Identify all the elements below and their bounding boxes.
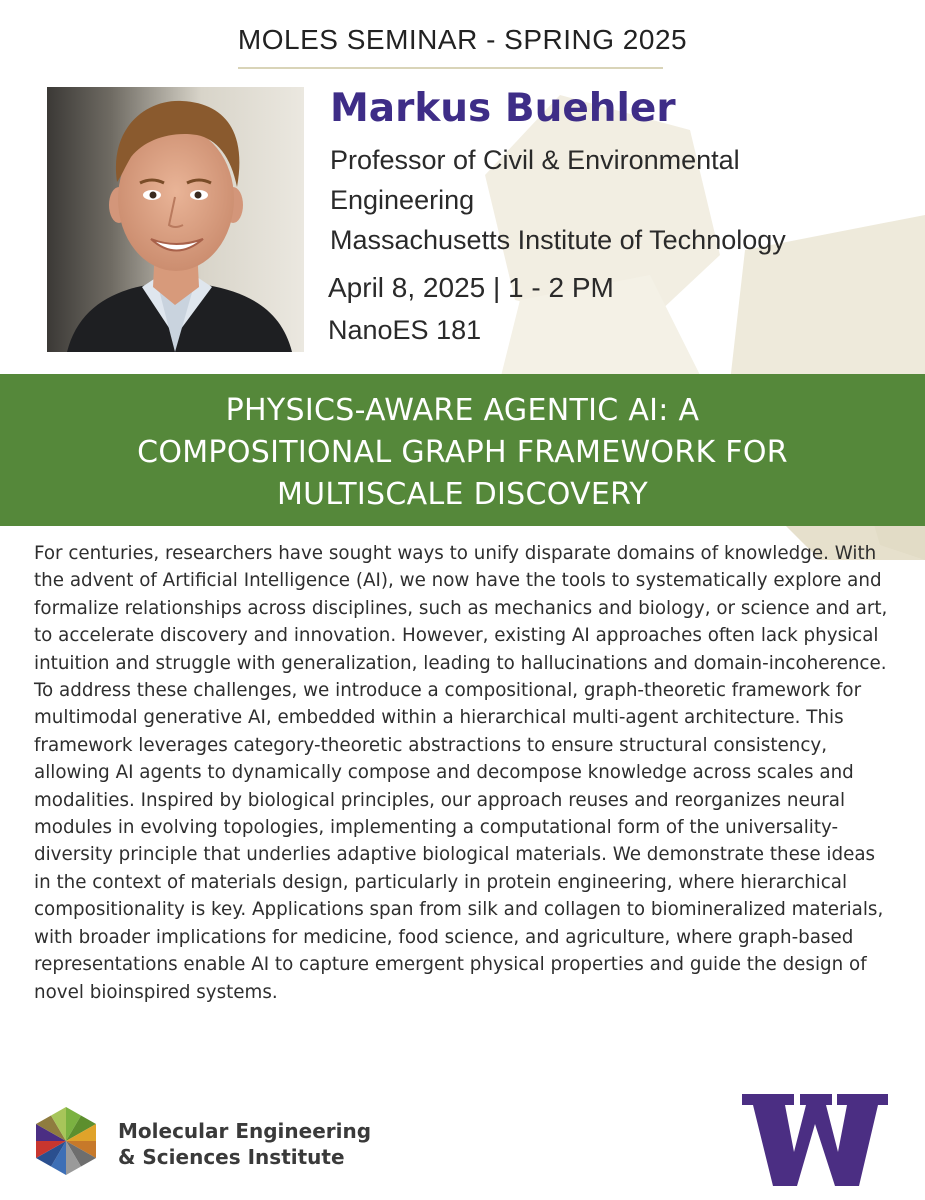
talk-title-line: MULTISCALE DISCOVERY	[276, 477, 649, 512]
event-datetime: April 8, 2025 | 1 - 2 PM	[328, 272, 614, 303]
uw-w-logo	[742, 1094, 888, 1186]
speaker-name: Markus Buehler	[330, 86, 676, 131]
speaker-affiliation	[330, 140, 890, 260]
affiliation-line: Professor of Civil & Environmental	[330, 145, 740, 175]
speaker-portrait	[47, 87, 304, 352]
event-location: NanoES 181	[328, 315, 482, 345]
institute-name-line: & Sciences Institute	[118, 1145, 345, 1169]
talk-title-line: PHYSICS-AWARE AGENTIC AI: A	[225, 393, 700, 428]
hexagon-cube-logo	[30, 1105, 102, 1177]
talk-abstract: For centuries, researchers have sought ways to unify disparate domains of knowledge. With the advent of Artificial Intelligence (AI), we now have the tools to systematically explore and formalize relationships across disciplines, such as mechanics and biology, or science and art, to accelerate discovery and innovation. However, existing AI approaches often lack physical intuition and struggle with generalization, leading to hallucinations and domain-incoherence. To address these challenges, we introduce a compositional, graph-theoretic framework for multimodal generative AI, embedded within a hierarchical multi-agent architecture. This framework leverages category-theoretic abstractions to ensure structural consistency, allowing AI agents to dynamically compose and decompose knowledge across scales and modalities. Inspired by biological principles, our approach reuses and reorganizes neural modules in evolving topologies, implementing a computational form of the universality-diversity principle that underlies adaptive biological materials. We demonstrate these ideas in the context of materials design, particularly in protein engineering, where hierarchical compositionality is key. Applications span from silk and collagen to biomineralized materials, with broader implications for medicine, food science, and agriculture, where graph-based representations enable AI to capture emergent physical properties and guide the design of novel bioinspired systems.	[34, 543, 888, 1003]
talk-title-line: COMPOSITIONAL GRAPH FRAMEWORK FOR	[137, 435, 788, 470]
seminar-series-title: MOLES SEMINAR - SPRING 2025	[237, 24, 688, 55]
affiliation-line: Engineering	[330, 185, 475, 215]
affiliation-line: Massachusetts Institute of Technology	[330, 225, 786, 255]
talk-title	[30, 390, 895, 516]
header-divider	[238, 67, 663, 69]
institute-name	[118, 1118, 371, 1170]
institute-name-line: Molecular Engineering	[118, 1119, 372, 1143]
